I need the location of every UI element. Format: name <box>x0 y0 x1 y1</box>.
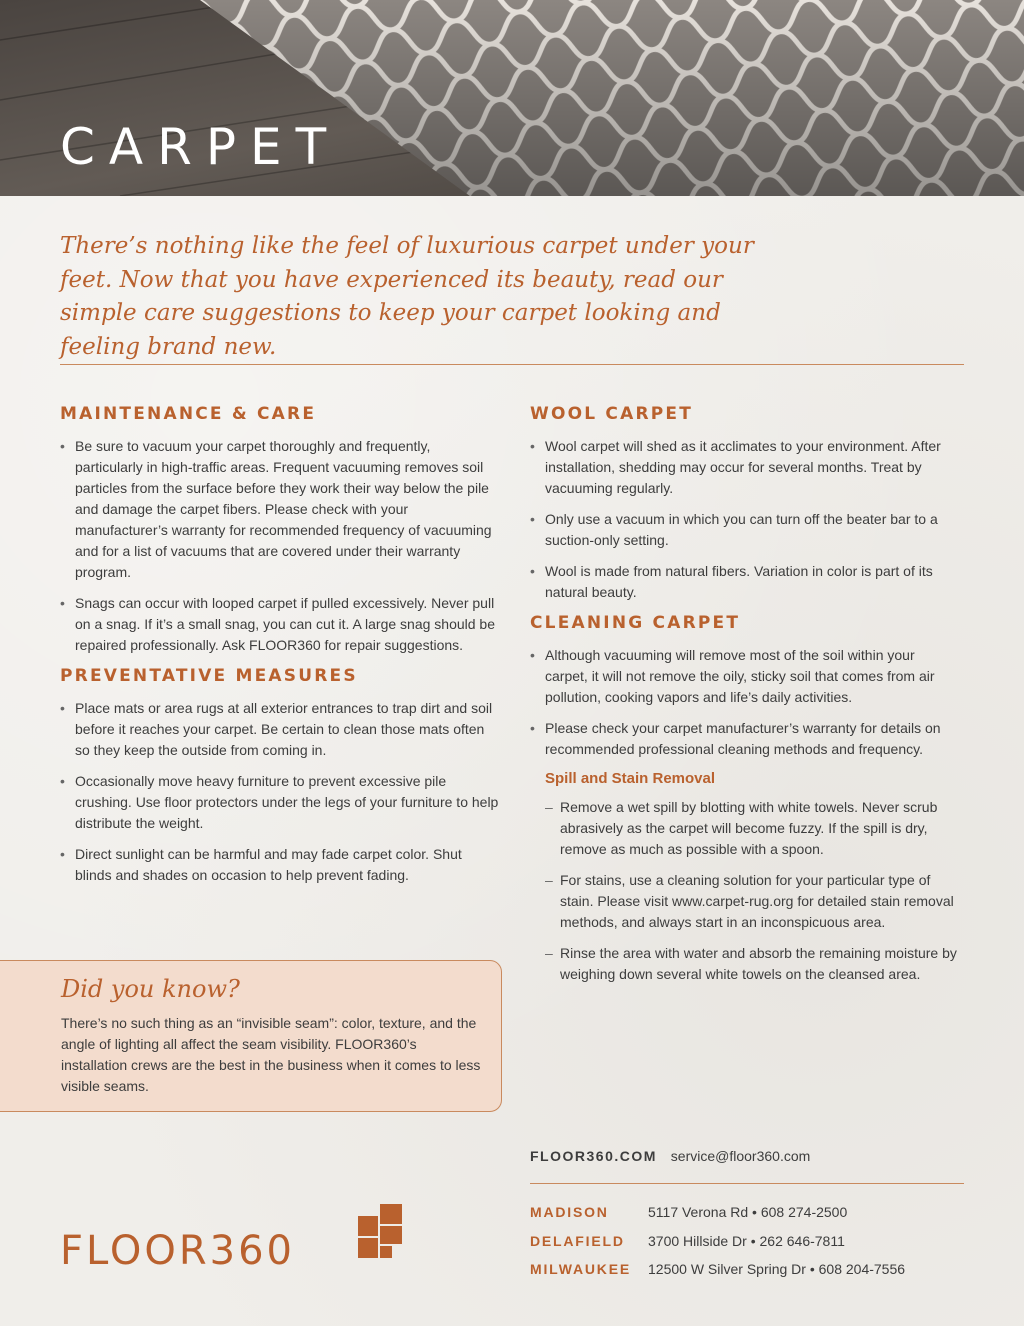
did-you-know-box <box>0 960 502 1112</box>
website-line <box>530 1148 810 1164</box>
list-item: • Direct sunlight can be harmful and may fade carpet color. Shut blinds and shades on occasion to help prevent fading. <box>60 844 500 886</box>
website-link[interactable]: FLOOR360.COM <box>530 1148 657 1164</box>
maintenance-heading: MAINTENANCE & CARE <box>60 404 317 424</box>
divider <box>60 364 964 365</box>
intro-text: There’s nothing like the feel of luxurious carpet under your feet. Now that you have experienced its beauty, read our simple care suggestions to keep your carpet looking and feeling brand new. <box>60 233 754 360</box>
location-row <box>530 1227 964 1256</box>
cleaning-list <box>530 645 960 760</box>
location-city: MADISON <box>530 1204 609 1221</box>
floor360-logo <box>60 1204 430 1276</box>
location-row <box>530 1255 964 1284</box>
locations-list <box>530 1198 964 1284</box>
cleaning-heading: CLEANING CARPET <box>530 613 741 633</box>
footer-divider <box>530 1183 964 1184</box>
list-item: • Occasionally move heavy furniture to prevent excessive pile crushing. Use floor protectors under the legs of your furniture to help distribute the weight. <box>60 771 500 834</box>
location-city: DELAFIELD <box>530 1232 625 1249</box>
did-you-know-text: There’s no such thing as an “invisible seam”: color, texture, and the angle of lighting all affect the seam visibility. FLOOR360’s installation crews are the best in the business when it comes to less visible seams. <box>61 1015 481 1094</box>
list-item: – Remove a wet spill by blotting with white towels. Never scrub abrasively as the carpet will become fuzzy. If the spill is dry, remove as much as possible with a spoon. <box>545 797 960 860</box>
logo-squares-icon <box>356 1204 420 1262</box>
hero-banner <box>0 0 1024 196</box>
list-item: • Please check your carpet manufacturer’s warranty for details on recommended professional cleaning methods and frequency. <box>530 718 960 760</box>
right-column <box>530 404 960 995</box>
page-title: CARPET <box>60 118 341 176</box>
wool-list <box>530 436 960 603</box>
list-item: • Only use a vacuum in which you can turn off the beater bar to a suction-only setting. <box>530 509 960 551</box>
logo-wordmark: FLOOR360 <box>60 1228 295 1274</box>
list-item: • Wool is made from natural fibers. Variation in color is part of its natural beauty. <box>530 561 960 603</box>
wool-heading: WOOL CARPET <box>530 404 693 424</box>
list-item: • Place mats or area rugs at all exterior entrances to trap dirt and soil before it reaches your carpet. Be certain to clean those mats often so they keep the outside from coming in. <box>60 698 500 761</box>
preventative-heading: PREVENTATIVE MEASURES <box>60 666 358 686</box>
spill-heading: Spill and Stain Removal <box>545 770 716 787</box>
location-row <box>530 1198 964 1227</box>
list-item: – Rinse the area with water and absorb the remaining moisture by weighing down several white towels on the cleansed area. <box>545 943 960 985</box>
list-item: • Snags can occur with looped carpet if pulled excessively. Never pull on a snag. If it’s a small snag, you can cut it. A large snag should be repaired professionally. Ask FLOOR360 for repair suggestions. <box>60 593 500 656</box>
list-item: • Be sure to vacuum your carpet thoroughly and frequently, particularly in high-traffic areas. Frequent vacuuming removes soil particles from the surface before they work their way below the pile and damage the carpet fibers. Please check with your manufacturer’s warranty for recommended frequency of vacuuming and for a list of vacuums that are covered under their warranty program. <box>60 436 500 583</box>
preventative-list <box>60 698 500 886</box>
location-city: MILWAUKEE <box>530 1261 631 1278</box>
list-item: • Although vacuuming will remove most of the soil within your carpet, it will not remove the oily, sticky soil that comes from air pollution, cooking vapors and life’s daily activities. <box>530 645 960 708</box>
list-item: • Wool carpet will shed as it acclimates to your environment. After installation, shedding may occur for several months. Treat by vacuuming regularly. <box>530 436 960 499</box>
email-link[interactable]: service@floor360.com <box>670 1148 811 1164</box>
did-you-know-heading: Did you know? <box>61 975 240 1003</box>
location-address: 3700 Hillside Dr • 262 646-7811 <box>648 1232 845 1249</box>
left-column <box>60 404 500 896</box>
location-address: 12500 W Silver Spring Dr • 608 204-7556 <box>648 1261 906 1278</box>
location-address: 5117 Verona Rd • 608 274-2500 <box>648 1204 848 1221</box>
spill-list <box>545 797 960 985</box>
maintenance-list <box>60 436 500 656</box>
list-item: – For stains, use a cleaning solution for your particular type of stain. Please visit www.carpet-rug.org for detailed stain removal methods, and always start in an inconspicuous area. <box>545 870 960 933</box>
